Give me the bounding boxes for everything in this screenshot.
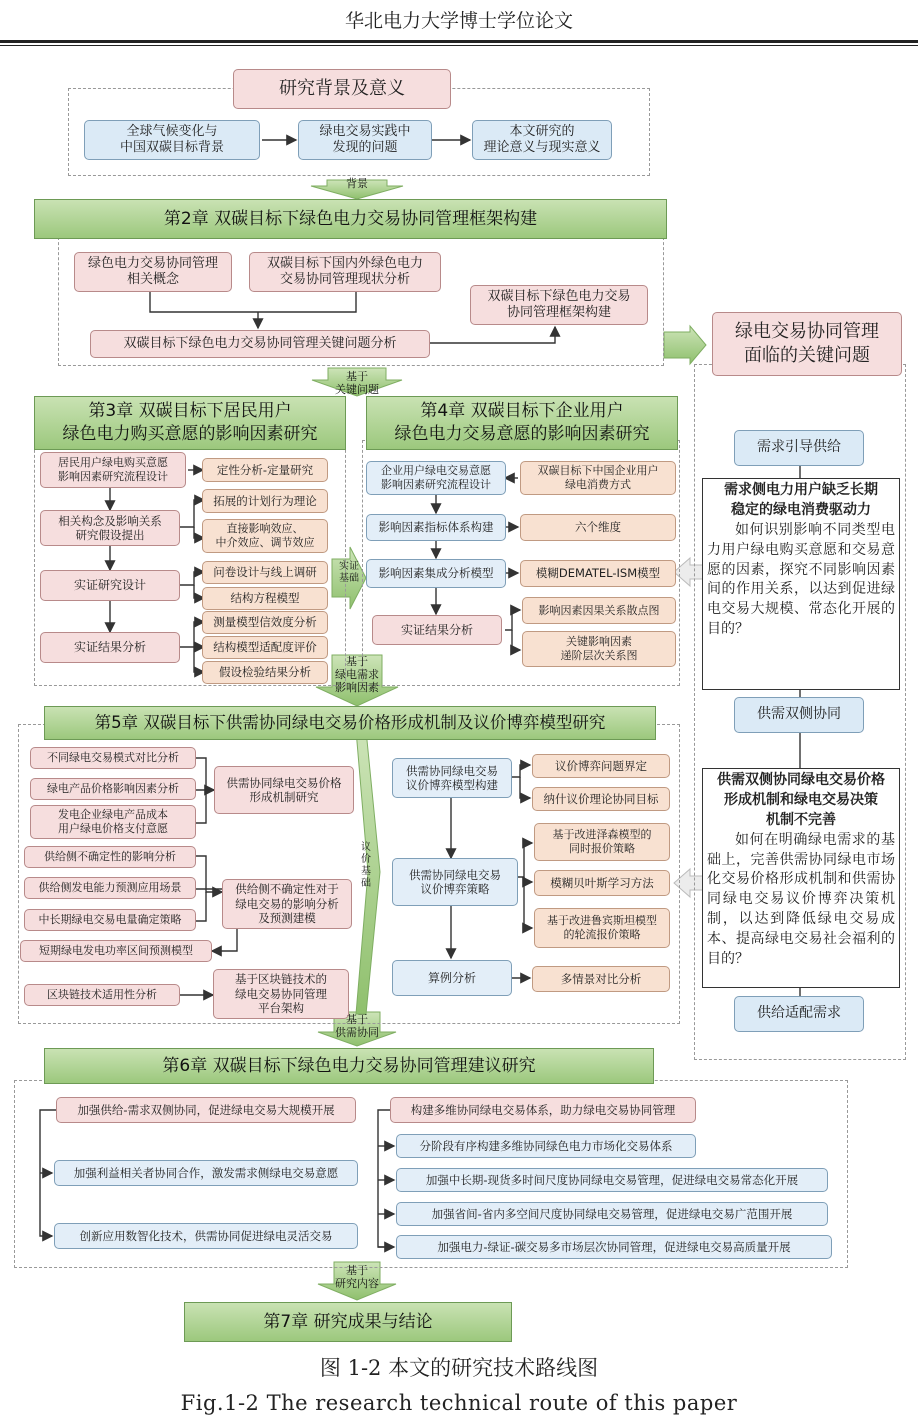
ch2-item-concepts: 绿色电力交易协同管理 相关概念 bbox=[74, 252, 232, 292]
ch3-method-tpb: 拓展的计划行为理论 bbox=[202, 489, 328, 513]
ch5-l1-6: 中长期绿电交易电量确定策略 bbox=[24, 909, 196, 931]
ch6-right-1: 构建多维协同绿电交易体系，助力绿电交易协同管理 bbox=[390, 1097, 696, 1123]
ch5-r2-6: 多情景对比分析 bbox=[532, 966, 670, 992]
issue-supply-demand-heading: 供需双侧协同绿电交易价格 形成机制和绿电交易决策 机制不完善 bbox=[717, 772, 885, 828]
ch5-blockchain-platform: 基于区块链技术的 绿电交易协同管理 平台架构 bbox=[213, 969, 349, 1019]
ch5-uncertainty-modeling: 供给侧不确定性对于 绿电交易的影响分析 及预测建模 bbox=[222, 879, 352, 929]
ch3-step-design: 实证研究设计 bbox=[40, 570, 180, 601]
tag-supply-fits-demand: 供给适配需求 bbox=[734, 996, 864, 1032]
tag-supply-demand-coordination: 供需双侧协同 bbox=[734, 697, 864, 733]
ch4-method-dematel-ism: 模糊DEMATEL-ISM模型 bbox=[520, 560, 676, 587]
chapter2-title: 第2章 双碳目标下绿色电力交易协同管理框架构建 bbox=[34, 199, 667, 239]
ch3-method-qual-quant: 定性分析-定量研究 bbox=[202, 458, 328, 482]
ch4-step-process: 企业用户绿电交易意愿 影响因素研究流程设计 bbox=[366, 461, 506, 495]
ch2-item-key-issues: 双碳目标下绿色电力交易协同管理关键问题分析 bbox=[90, 330, 430, 358]
ch5-r2-5: 基于改进鲁宾斯坦模型 的轮流报价策略 bbox=[534, 908, 670, 948]
figure-caption-en: Fig.1-2 The research technical route of this paper bbox=[180, 1391, 738, 1415]
background-item-1: 全球气候变化与 中国双碳目标背景 bbox=[84, 120, 260, 160]
ch4-step-indicators: 影响因素指标体系构建 bbox=[366, 514, 506, 541]
ch3-method-reliability: 测量模型信效度分析 bbox=[202, 611, 328, 634]
background-title: 研究背景及意义 bbox=[233, 69, 451, 109]
background-item-3: 本文研究的 理论意义与现实意义 bbox=[472, 120, 612, 160]
ch3-method-survey: 问卷设计与线上调研 bbox=[202, 561, 328, 584]
ch6-right-4: 加强省间-省内多空间尺度协同绿电交易管理，促进绿电交易广范围开展 bbox=[396, 1202, 828, 1226]
ch5-l1-2: 绿电产品价格影响因素分析 bbox=[30, 778, 196, 800]
ch3-method-sem: 结构方程模型 bbox=[202, 587, 328, 610]
arrow-label-bargaining-basis: 议 价 基 础 bbox=[361, 842, 371, 889]
ch2-item-framework: 双碳目标下绿色电力交易 协同管理框架构建 bbox=[470, 285, 648, 325]
ch2-item-status: 双碳目标下国内外绿色电力 交易协同管理现状分析 bbox=[249, 252, 441, 292]
arrow-label-key-issues: 基于 关键问题 bbox=[335, 370, 379, 397]
chapter4-title: 第4章 双碳目标下企业用户 绿色电力交易意愿的影响因素研究 bbox=[366, 396, 678, 450]
ch5-r2-2: 纳什议价理论协同目标 bbox=[532, 787, 670, 811]
arrow-label-supply-demand: 基于 供需协同 bbox=[335, 1013, 379, 1040]
ch5-game-model: 供需协同绿电交易 议价博弈模型构建 bbox=[392, 758, 512, 798]
ch5-l1-1: 不同绿电交易模式对比分析 bbox=[30, 747, 196, 769]
ch6-right-3: 加强中长期-现货多时间尺度协同绿电交易管理，促进绿电交易常态化开展 bbox=[396, 1168, 828, 1192]
background-item-2: 绿电交易实践中 发现的问题 bbox=[298, 120, 432, 160]
page-header: 华北电力大学博士学位论文 bbox=[344, 10, 573, 32]
key-issues-title: 绿电交易协同管理 面临的关键问题 bbox=[712, 312, 902, 376]
ch3-step-process: 居民用户绿电购买意愿 影响因素研究流程设计 bbox=[40, 452, 186, 488]
ch3-step-results: 实证结果分析 bbox=[40, 632, 180, 663]
tag-demand-leads-supply: 需求引导供给 bbox=[734, 430, 864, 466]
arrow-label-empirical-basis: 实证 基础 bbox=[339, 561, 359, 584]
ch6-left-2: 加强利益相关者协同合作，激发需求侧绿电交易意愿 bbox=[54, 1160, 358, 1186]
arrow-label-research-content: 基于 研究内容 bbox=[335, 1264, 379, 1291]
ch4-method-dimensions: 六个维度 bbox=[520, 514, 676, 541]
ch4-step-model: 影响因素集成分析模型 bbox=[366, 559, 506, 588]
ch6-right-2: 分阶段有序构建多维协同绿色电力市场化交易体系 bbox=[396, 1134, 696, 1158]
ch5-l1-4: 供给侧不确定性的影响分析 bbox=[24, 846, 196, 868]
ch4-method-hierarchy: 关键影响因素 递阶层次关系图 bbox=[522, 631, 676, 667]
ch3-method-effects: 直接影响效应、 中介效应、调节效应 bbox=[202, 519, 328, 553]
ch5-l1-7: 短期绿电发电功率区间预测模型 bbox=[20, 940, 212, 962]
issue-demand-text: 如何识别影响不同类型电力用户绿电购买意愿和交易意愿的因素，探究不同影响因素间的作用关系，以达到促进绿电交易大规模、常态化开展的目的？ bbox=[707, 521, 895, 638]
ch5-l1-3: 发电企业绿电产品成本 用户绿电价格支付意愿 bbox=[30, 805, 196, 839]
arrow-label-demand-factors: 基于 绿电需求 影响因素 bbox=[335, 655, 379, 695]
chapter5-title: 第5章 双碳目标下供需协同绿电交易价格形成机制及议价博弈模型研究 bbox=[44, 706, 656, 740]
ch6-left-1: 加强供给-需求双侧协同，促进绿电交易大规模开展 bbox=[56, 1097, 356, 1123]
ch3-method-hypothesis-test: 假设检验结果分析 bbox=[202, 661, 328, 684]
ch6-right-5: 加强电力-绿证-碳交易多市场层次协同管理，促进绿电交易高质量开展 bbox=[396, 1235, 832, 1259]
ch6-left-3: 创新应用数智化技术，供需协同促进绿电灵活交易 bbox=[54, 1223, 358, 1249]
ch5-l1-5: 供给侧发电能力预测应用场景 bbox=[24, 877, 196, 899]
ch5-game-strategy: 供需协同绿电交易 议价博弈策略 bbox=[392, 858, 518, 906]
ch5-r2-4: 模糊贝叶斯学习方法 bbox=[534, 870, 670, 896]
ch5-r2-3: 基于改进泽森模型的 同时报价策略 bbox=[534, 823, 670, 861]
issue-panel-supply-demand bbox=[702, 768, 900, 988]
chapter7-title: 第7章 研究成果与结论 bbox=[184, 1302, 512, 1342]
chapter6-title: 第6章 双碳目标下绿色电力交易协同管理建议研究 bbox=[44, 1048, 654, 1084]
issue-panel-demand bbox=[702, 478, 900, 690]
ch3-step-hypothesis: 相关构念及影响关系 研究假设提出 bbox=[40, 510, 180, 546]
ch5-l1-8: 区块链技术适用性分析 bbox=[24, 984, 180, 1006]
ch4-method-scatter: 影响因素因果关系散点图 bbox=[522, 597, 676, 624]
ch5-case-analysis: 算例分析 bbox=[392, 960, 512, 996]
ch5-pricing-mechanism: 供需协同绿电交易价格 形成机制研究 bbox=[214, 766, 354, 814]
ch5-r2-1: 议价博弈问题界定 bbox=[532, 754, 670, 778]
issue-supply-demand-text: 如何在明确绿电需求的基础上，完善供需协同绿电市场化交易价格形成机制和供需协同绿电交易议价博弈决策机制，以达到降低绿电交易成本、提高绿电交易社会福利的目的？ bbox=[707, 831, 895, 967]
issue-demand-heading: 需求侧电力用户缺乏长期 稳定的绿电消费驱动力 bbox=[724, 482, 878, 518]
ch4-step-results: 实证结果分析 bbox=[372, 615, 502, 645]
ch3-method-fit: 结构模型适配度评价 bbox=[202, 636, 328, 659]
figure-caption-cn: 图 1-2 本文的研究技术路线图 bbox=[319, 1356, 599, 1380]
chapter3-title: 第3章 双碳目标下居民用户 绿色电力购买意愿的影响因素研究 bbox=[34, 396, 346, 450]
ch4-method-consumption: 双碳目标下中国企业用户 绿电消费方式 bbox=[520, 461, 676, 495]
arrow-label-background: 背景 bbox=[346, 177, 368, 190]
